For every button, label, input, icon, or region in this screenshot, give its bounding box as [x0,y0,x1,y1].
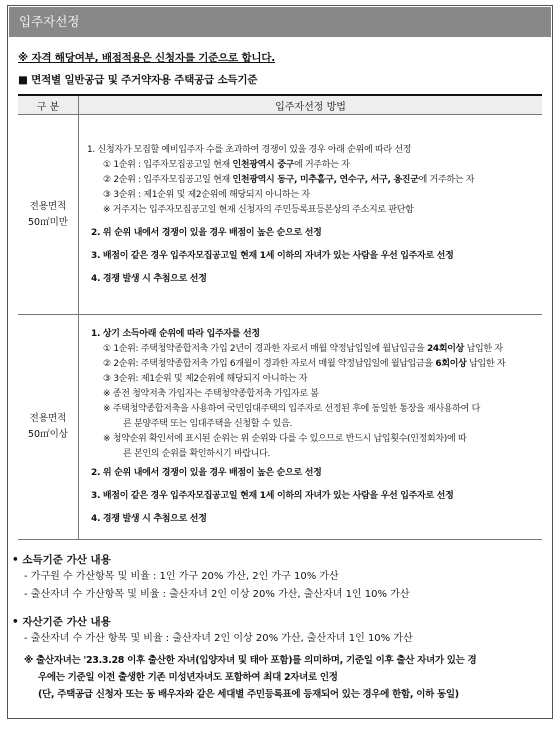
row-content-under-50: 1. 신청자가 모집할 예비입주자 수를 초과하여 경쟁이 있을 경우 아래 순위에 따라 선정 ① 1순위 : 입주자모집공고일 현재 인천광역시 중구에 거주하는 자 ② 2순위 : 입주자모집공고일 현재 인천광역시 동구, 미추홀구, 연수구, 서구, 옹진군에 거주하는 자 ③ 3순위 : 제1순위 및 제2순위에 해당되지 아니하는 자 ※ 거주지는 입주자모집공고일 현재 신청자의 주민등록표등본상의 주소지로 판단함 2. 위 순위 내에서 경쟁이 있을 경우 배점이 높은 순으로 선정 3. 배점이 같은 경우 입주자모집공고일 현재 1세 이하의 자녀가 있는 사람을 우선 입주자로 선정 4. 경쟁 발생 시 추첨으로 선정 [79,115,543,315]
rank3-line: ③ 3순위: 제1순위 및 제2순위에 해당되지 아니하는 자 [103,374,308,384]
income-bonus-item: - 출산자녀 수 가산항목 및 비율 : 출산자녀 2인 이상 20% 가산, 출산자녀 1인 10% 가산 [24,589,410,600]
income-bonus-section [8,552,552,604]
rank2-line: ② 2순위: 주택청약종합저축 가입 6개월이 경과한 자로서 매월 약정납입일에 월납입금을 6회이상 납입한 자 [103,359,506,369]
table-row-under-50 [18,115,542,315]
income-bonus-item: - 가구원 수 가산항목 및 비율 : 1인 가구 20% 가산, 2인 가구 10% 가산 [24,571,339,582]
asset-bonus-title: • 자산기준 가산 내용 [12,616,111,628]
row-content-over-50: 1. 상기 소득아래 순위에 따라 입주자를 선정 ① 1순위: 주택청약종합저축 가입 2년이 경과한 자로서 매월 약정납입일에 월납입금을 24회이상 납입한 자 ② 2순위: 주택청약종합저축 가입 6개월이 경과한 자로서 매월 약정납입일에 월납입금을 6회이상 납입한 자 ③ 3순위: 제1순위 및 제2순위에 해당되지 아니하는 자 ※ 종전 청약저축 가입자는 주택청약종합저축 가입자로 봄 ※ 주택청약종합저축을 사용하여 국민임대주택의 입주자로 선정된 후에 동일한 통장을 재사용하여 다 른 분양주택 또는 임대주택을 신청할 수 있음. ※ 청약순위 확인서에 표시된 순위는 위 순위와 다를 수 있으므로 반드시 납입횟수(인정회차)에 따 른 본인의 순위를 확인하시기 바랍니다. 2. 위 순위 내에서 경쟁이 있을 경우 배점이 높은 순으로 선정 3. 배점이 같은 경우 입주자모집공고일 현재 1세 이하의 자녀가 있는 사람을 우선 입주자로 선정 4. 경쟁 발생 시 추첨으로 선정 [79,315,543,540]
asset-bonus-section [8,614,552,648]
income-criteria-heading: ■ 면적별 일반공급 및 주거약자용 주택공급 소득기준 [18,74,258,86]
col-category-header: 구 분 [18,95,79,115]
footnote: ※ 출산자녀는 '23.3.28 이후 출산한 자녀(입양자녀 및 태아 포함)를 의미하며, 기준일 이후 출산 자녀가 있는 경 우에는 기준일 이전 출생한 기존 미성년자녀도 포함하여 최대 2자녀로 인정 (단, 주택공급 신청자 또는 동 배우자와 같은 세대별 주민등록표에 등재되어 있는 경우에 한함, 이하 동일) [24,655,477,700]
applicant-notice: ※ 자격 해당여부, 배점적용은 신청자를 기준으로 합니다. [18,52,276,64]
rank1-line: ① 1순위 : 입주자모집공고일 현재 인천광역시 중구에 거주하는 자 [103,159,350,170]
income-bonus-title: • 소득기준 가산 내용 [12,554,111,566]
document-page [7,5,553,719]
rank2-line: ② 2순위 : 입주자모집공고일 현재 인천광역시 동구, 미추홀구, 연수구, 서구, 옹진군에 거주하는 자 [103,174,475,185]
rank1-line: ① 1순위: 주택청약종합저축 가입 2년이 경과한 자로서 매월 약정납입일에 월납입금을 24회이상 납입한 자 [103,344,503,354]
table-header-row [18,95,542,115]
table-row-over-50 [18,315,542,540]
residence-note: ※ 거주지는 입주자모집공고일 현재 신청자의 주민등록표등본상의 주소지로 판단함 [103,204,414,215]
row-label-over-50: 전용면적 50㎡이상 [18,315,79,540]
row-label-under-50: 전용면적 50㎡미만 [18,115,79,315]
rank3-line: ③ 3순위 : 제1순위 및 제2순위에 해당되지 아니하는 자 [103,189,310,200]
selection-table [18,94,542,540]
section-header: 입주자선정 [9,7,551,37]
col-method-header: 입주자선정 방법 [79,95,543,115]
asset-bonus-item: - 출산자녀 수 가산 항목 및 비율 : 출산자녀 2인 이상 20% 가산, 출산자녀 1인 10% 가산 [24,633,413,644]
